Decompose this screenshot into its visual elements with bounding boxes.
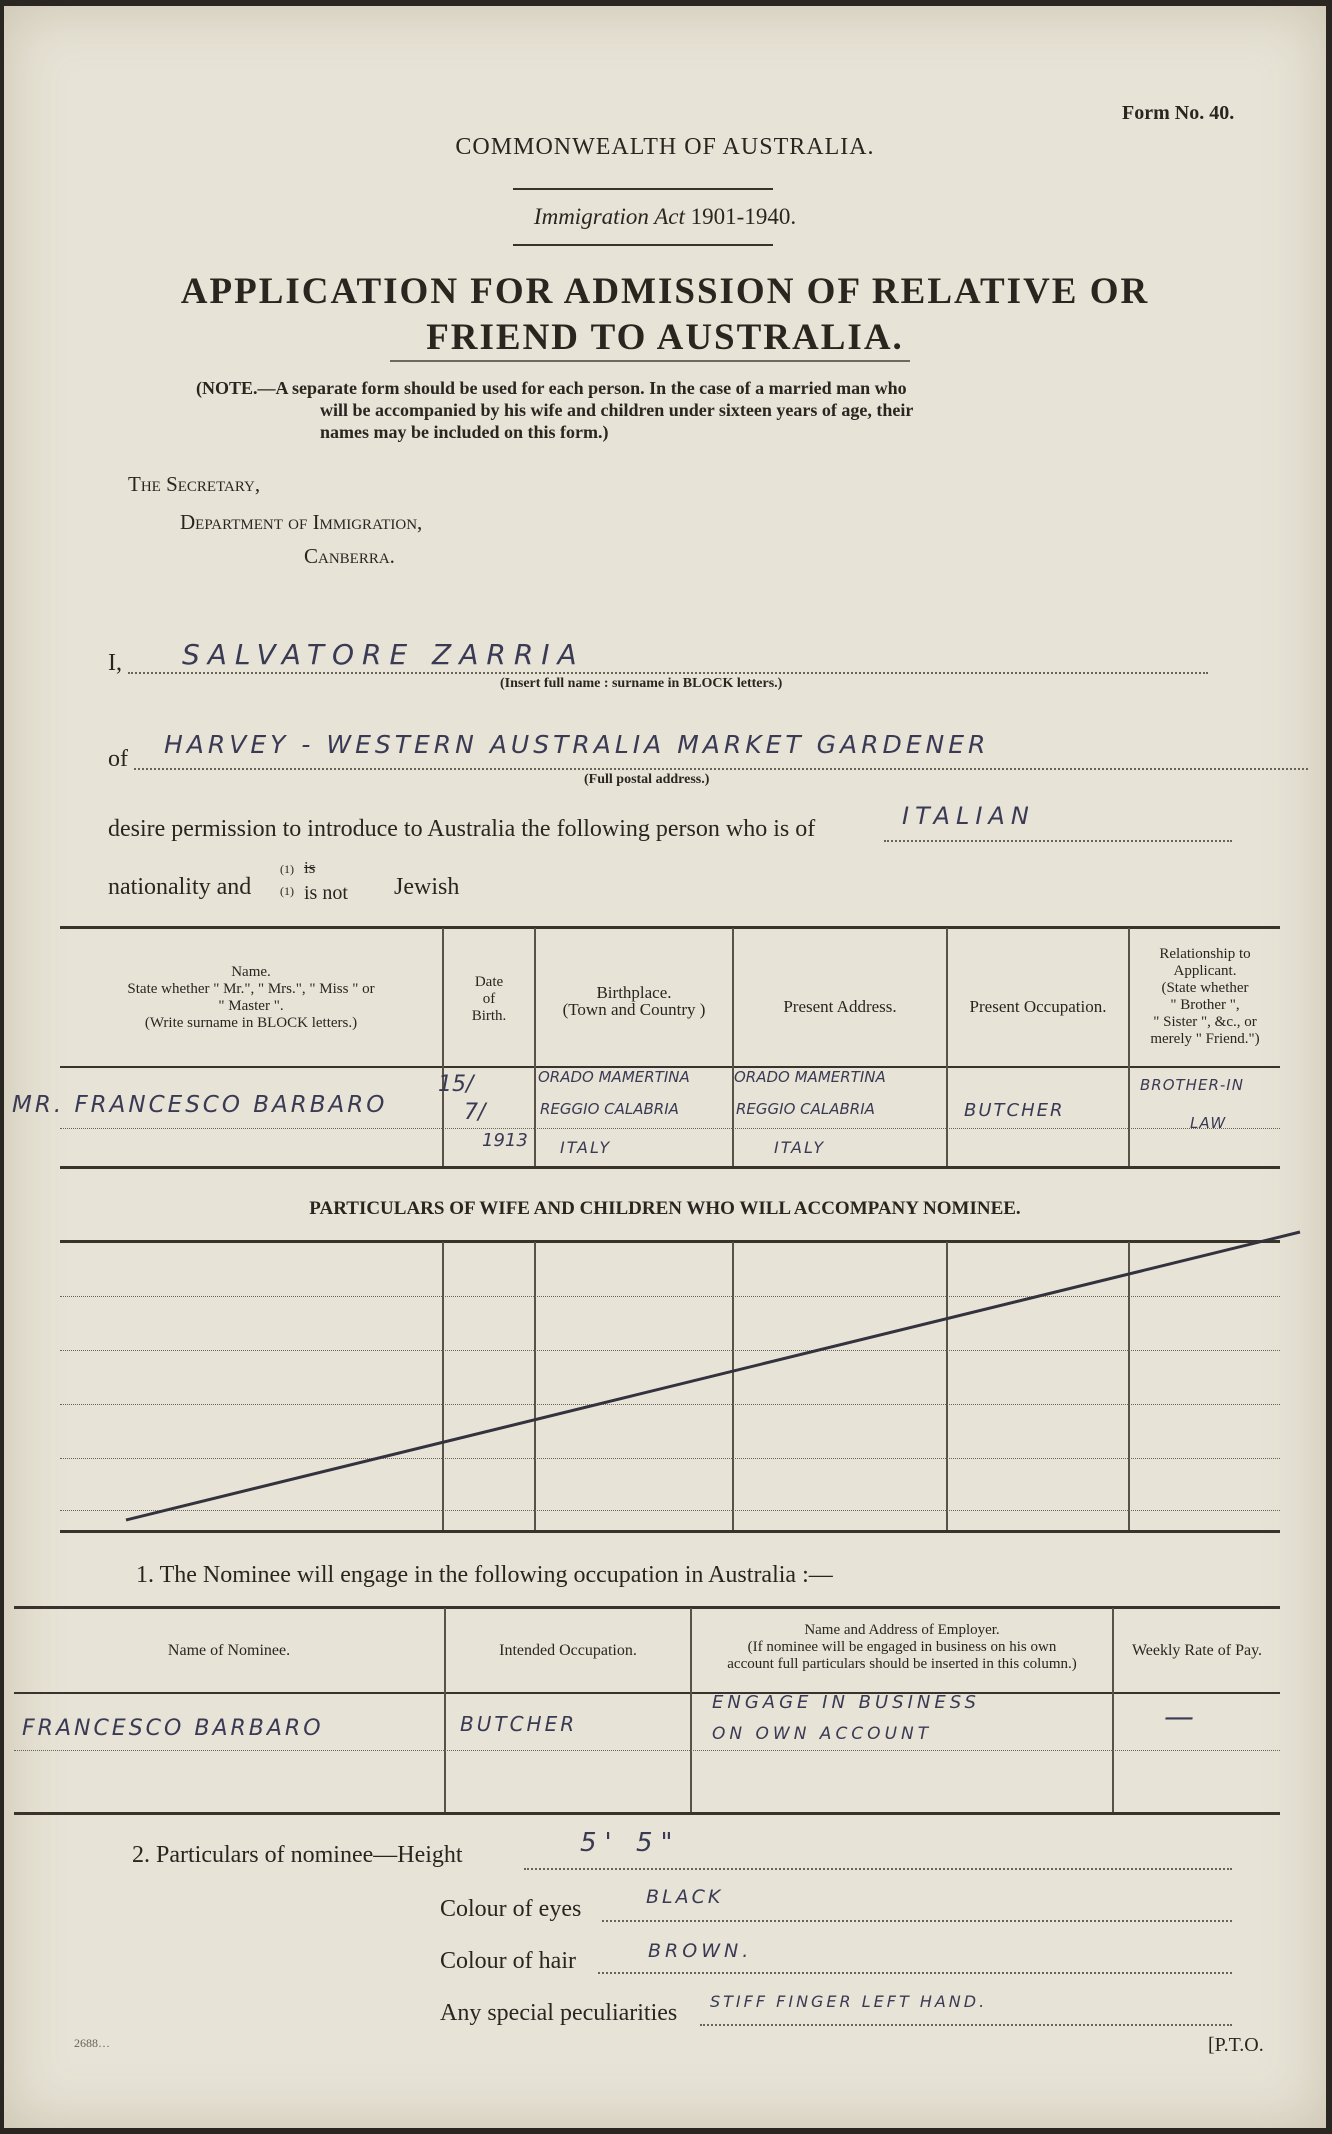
wife-children-heading: PARTICULARS OF WIFE AND CHILDREN WHO WILL ACCOMPANY NOMINEE. [309,1198,1021,1219]
occ-header-employer [692,1622,1112,1673]
name-caption: (Insert full name : surname in BLOCK letters.) [500,676,783,691]
form-number: Form No. 40. [1122,102,1235,124]
col-header-name-line2: State whether " Mr.", " Mrs.", " Miss " or [127,981,375,997]
is-option-struck[interactable]: is [304,858,316,877]
applicant-name-value[interactable]: SALVATORE ZARRIA [182,638,585,671]
nominee-birthplace-3[interactable]: ITALY [560,1138,612,1157]
height-field-line [524,1868,1232,1870]
option-2-marker: (1) [280,884,294,898]
note-line3: names may be included on this form.) [320,422,609,442]
form-title-line1: APPLICATION FOR ADMISSION OF RELATIVE OR [180,271,1150,312]
col-header-occupation: Present Occupation. [969,997,1107,1016]
desire-text: desire permission to introduce to Australia the following person who is of [108,816,816,842]
note-line2: will be accompanied by his wife and children under sixteen years of age, their [320,400,914,420]
option-1-marker: (1) [280,862,294,876]
nominee-birthplace-2[interactable]: REGGIO CALABRIA [540,1100,679,1118]
col-header-name-line4: (Write surname in BLOCK letters.) [144,1015,358,1031]
jewish-label: Jewish [394,874,460,900]
col-header-dob-line1: Date [474,974,504,990]
nationality-value[interactable]: ITALIAN [902,802,1035,830]
nominee-address-3[interactable]: ITALY [774,1138,826,1157]
particulars-heading: 2. Particulars of nominee—Height [132,1842,463,1868]
occ-nominee-name-value[interactable]: FRANCESCO BARBARO [22,1716,324,1741]
occupation-heading: 1. The Nominee will engage in the following occupation in Australia :— [136,1562,833,1588]
nationality-label: nationality and [108,874,252,900]
nominee-relationship-2[interactable]: LAW [1190,1114,1227,1132]
nominee-dob-year[interactable]: 1913 [482,1130,528,1151]
occ-table-header-border [14,1692,1280,1694]
occ-row-line-1 [14,1750,1280,1751]
col-header-name-line1: Name. [231,964,271,980]
occ-table-top-border [14,1606,1280,1609]
occ-header-intended: Intended Occupation. [499,1642,637,1659]
pto-marker: [P.T.O. [1208,2034,1264,2056]
i-label: I, [108,650,122,676]
act-years: 1901-1940. [690,204,797,229]
col-header-rel-line3: (State whether [1161,980,1249,996]
address-caption: (Full postal address.) [584,772,710,787]
strike-through-diagonal [4,6,1326,2128]
col-header-birthplace-line1: Birthplace. [596,983,672,1002]
col-header-dob-line3: Birth. [471,1008,507,1024]
eyes-field-line [602,1920,1232,1922]
col-header-rel-line1: Relationship to [1159,946,1251,962]
occ-employer-line1-value[interactable]: ENGAGE IN BUSINESS [712,1692,980,1713]
eyes-value[interactable]: BLACK [646,1886,724,1908]
eyes-label: Colour of eyes [440,1896,582,1922]
special-value[interactable]: STIFF FINGER LEFT HAND. [710,1992,988,2011]
occ-header-employer-line3: account full particulars should be inserted in this column.) [727,1656,1077,1672]
print-code: 2688… [74,2036,110,2050]
occ-col-divider-1 [444,1608,446,1812]
hair-value[interactable]: BROWN. [648,1940,753,1962]
col-header-rel-line6: merely " Friend.") [1150,1031,1260,1047]
is-not-option[interactable]: is not [304,882,348,904]
nominee-relationship-1[interactable]: BROTHER-IN [1140,1076,1244,1094]
act-name: Immigration Act [533,204,685,229]
col-header-birthplace-line2: (Town and Country ) [562,1000,706,1019]
occ-col-divider-3 [1112,1608,1114,1812]
occ-header-employer-line1: Name and Address of Employer. [804,1622,1000,1638]
occ-employer-line2-value[interactable]: ON OWN ACCOUNT [712,1724,933,1744]
form-page [4,6,1326,2128]
special-field-line [700,2024,1232,2026]
applicant-address-value[interactable]: HARVEY - WESTERN AUSTRALIA MARKET GARDENER [164,730,990,759]
form-title-line2: FRIEND TO AUSTRALIA. [426,317,904,358]
height-value[interactable]: 5' 5" [580,1828,681,1858]
occ-header-pay: Weekly Rate of Pay. [1131,1642,1263,1659]
occ-header-employer-line2: (If nominee will be engaged in business on his own [747,1639,1057,1655]
nominee-birthplace-1[interactable]: ORADO MAMERTINA [538,1068,690,1086]
nominee-address-2[interactable]: REGGIO CALABRIA [736,1100,875,1118]
col-header-name-line3: " Master ". [218,998,284,1014]
of-label: of [108,746,128,772]
col-header-rel-line4: " Brother ", [1170,997,1240,1013]
occ-intended-value[interactable]: BUTCHER [460,1712,578,1736]
occ-pay-value[interactable]: — [1164,1700,1194,1735]
col-header-address: Present Address. [783,997,897,1016]
nominee-dob-day[interactable]: 15/ [438,1072,474,1097]
addressee-line1: The Secretary, [128,472,261,496]
hair-field-line [598,1972,1232,1974]
hair-label: Colour of hair [440,1948,576,1974]
note-line1: (NOTE.—A separate form should be used for each person. In the case of a married man who [196,378,907,398]
nominee-name-value[interactable]: MR. FRANCESCO BARBARO [12,1092,388,1118]
occ-table-bottom-border [14,1812,1280,1815]
nominee-occupation-value[interactable]: BUTCHER [964,1100,1065,1121]
col-header-rel-line5: " Sister ", &c., or [1153,1014,1257,1030]
nominee-address-1[interactable]: ORADO MAMERTINA [734,1068,886,1086]
nominee-dob-month[interactable]: 7/ [464,1100,486,1125]
addressee-line2: Department of Immigration, [180,510,423,534]
col-header-rel-line2: Applicant. [1173,963,1237,979]
country-heading: COMMONWEALTH OF AUSTRALIA. [455,134,875,160]
addressee-line3: Canberra. [304,544,395,568]
special-label: Any special peculiarities [440,2000,678,2026]
col-header-dob-line2: of [482,991,496,1007]
occ-header-name: Name of Nominee. [167,1642,291,1659]
